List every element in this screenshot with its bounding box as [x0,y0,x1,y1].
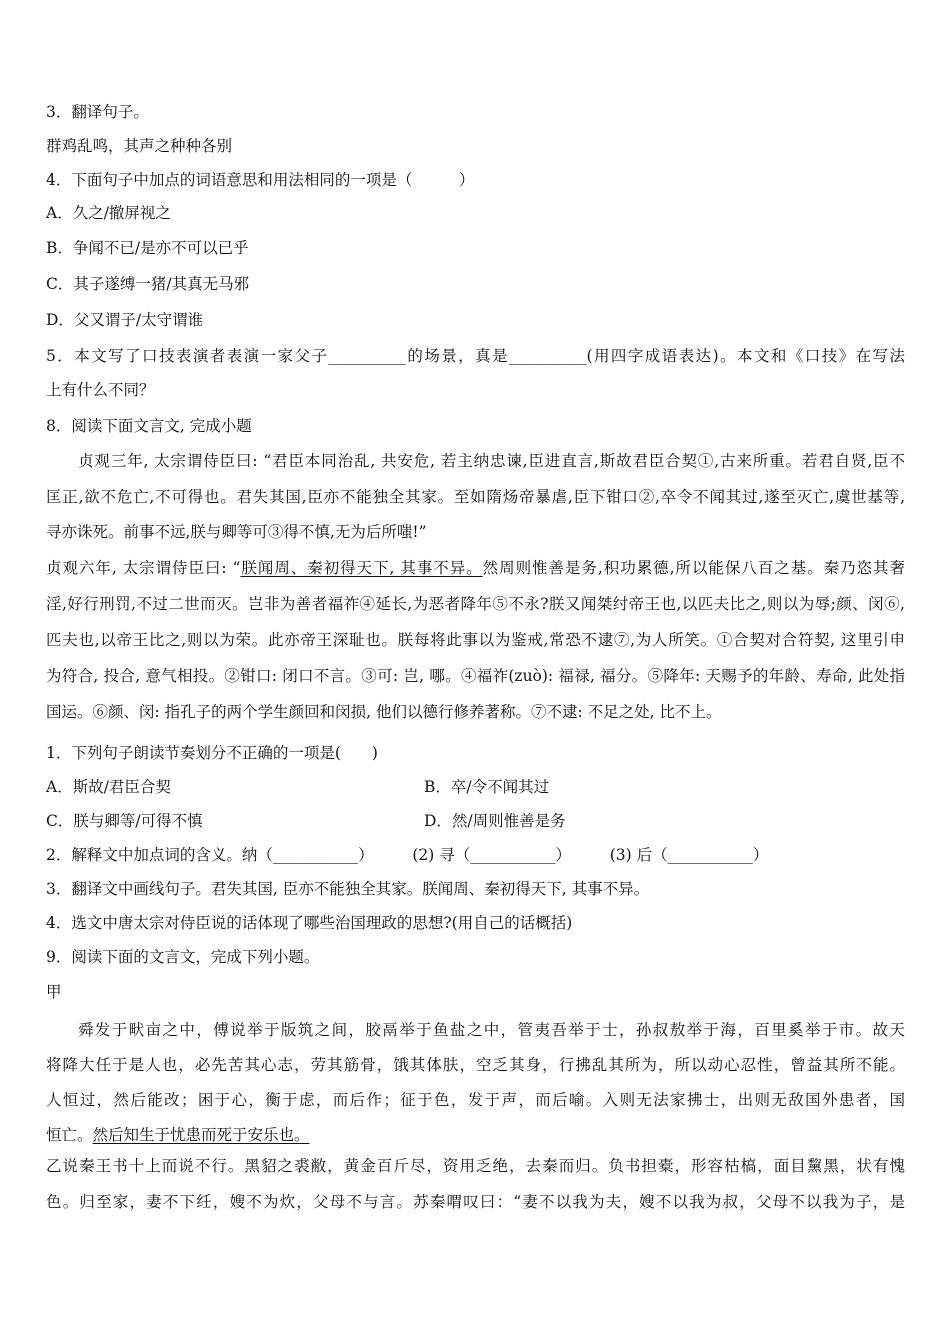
q8-p2-line: 为符合, 投合, 意气相投。②钳口: 闭口不言。③可: 岂, 哪。④福祚(zuò): 福禄, 福分。⑤降年: 天赐予的年龄、寿命, 此处指 [46,667,905,685]
q9-title: 9．阅读下面的文言文，完成下列小题。 [46,948,320,966]
q5-line2: 上有什么不同？ [46,381,155,399]
q9-p1-line [46,1125,310,1145]
q4-option-d: D．父又谓子/太守谓谁 [46,311,204,329]
q8-q1-options-row [46,811,905,831]
q8-p1-line: 匡正,欲不危亡,不可得也。君失其国,臣亦不能独全其家。至如隋炀帝暴虐,臣下钳口②,卒令不闻其过,遂至灭亡,虞世基等, [46,488,905,506]
option-c: C．朕与卿等/可得不慎 [46,812,203,830]
underlined-sentence: 然后知生于忧患而死于安乐也。 [92,1126,310,1144]
q8-q1-options-row [46,777,905,797]
q8-p2-line: 淫,好行刑罚,不过二世而灭。岂非为善者福祚④延长,为恶者降年⑤不永?朕又闻桀纣帝王也,以匹夫比之,则以为辱;颜、闵⑥, [46,595,905,613]
q9-p1-line: 舜发于畎亩之中，傅说举于版筑之间，胶鬲举于鱼盐之中，管夷吾举于士，孙叔敖举于海，百里奚举于市。故天 [78,1021,905,1039]
q9-yi-line: 乙说秦王书十上而说不行。黑貂之裘敝，黄金百斤尽，资用乏绝，去秦而归。负书担橐，形容枯槁，面目黧黑，状有愧 [46,1157,905,1175]
q4-title: 4．下面句子中加点的词语意思和用法相同的一项是（ ） [46,171,475,189]
q8-p1-line: 寻亦诛死。前事不远,朕与卿等可③得不慎,无为后所嗤!” [46,523,427,541]
q9-p1-line: 将降大任于是人也，必先苦其心志，劳其筋骨，饿其体肤，空乏其身，行拂乱其所为，所以动心忍性，曾益其所不能。 [46,1056,905,1074]
q8-p2-line: 国运。⑥颜、闵: 指孔子的两个学生颜回和闵损, 他们以德行修养著称。⑦不逮: 不足之处, 比不上。 [46,703,722,721]
q9-p1-line: 人恒过，然后能改；困于心，衡于虑，而后作；征于色，发于声，而后喻。入则无法家拂士，出则无敌国外患者，国 [46,1091,905,1109]
q8-p1-line: 贞观三年, 太宗谓侍臣曰: “君臣本同治乱, 共安危, 若主纳忠谏,臣进直言,斯故君臣合契①,古来所重。若君自贤,臣不 [78,452,905,470]
option-a: A．斯故/君臣合契 [46,778,171,796]
q3-sentence: 群鸡乱鸣，其声之种种各别 [46,137,233,155]
q8-q1-title: 1．下列句子朗读节奏划分不正确的一项是( ) [46,744,378,762]
q8-q2: 2．解释文中加点词的含义。纳（___________） (2) 寻（___________） (3) 后（___________） [46,846,769,864]
q3-title: 3．翻译句子。 [46,103,149,121]
q5-line1: 5．本文写了口技表演者表演一家父子__________的场景，真是__________(用四字成语表达)。本文和《口技》在写法 [46,347,905,365]
q9-jia-label: 甲 [46,983,62,1001]
q9-yi-line: 色。归至家，妻不下纴，嫂不为炊，父母不与言。苏秦喟叹曰：“妻不以我为夫，嫂不以我为叔，父母不以我为子，是 [46,1193,905,1211]
q8-q3: 3．翻译文中画线句子。君失其国, 臣亦不能独全其家。朕闻周、秦初得天下, 其事不异。 [46,880,650,898]
q4-option-a: A．久之/撤屏视之 [46,204,171,222]
option-b: B．卒/令不闻其过 [424,778,550,796]
q8-p2-line [46,558,905,578]
underlined-sentence: 朕闻周、秦初得天下, 其事不异。 [240,559,483,577]
option-d: D．然/周则惟善是务 [424,812,566,830]
text: 然周则惟善是务,积功累德,所以能保八百之基。秦乃恣其奢 [482,559,905,577]
q8-q4: 4．选文中唐太宗对侍臣说的话体现了哪些治国理政的思想?(用自己的话概括) [46,914,573,932]
text: 恒亡。 [46,1126,93,1144]
q4-option-b: B．争闻不已/是亦不可以已乎 [46,239,249,257]
q4-option-c: C．其子遂缚一猪/其真无马邪 [46,275,250,293]
text: 贞观六年, 太宗谓侍臣曰: “ [46,559,241,577]
q8-p2-line: 匹夫也,以帝王比之,则以为荣。此亦帝王深耻也。朕每将此事以为鉴戒,常恐不逮⑦,为人所笑。①合契对合符契, 这里引申 [46,631,905,649]
q8-title: 8．阅读下面文言文, 完成小题 [46,417,252,435]
